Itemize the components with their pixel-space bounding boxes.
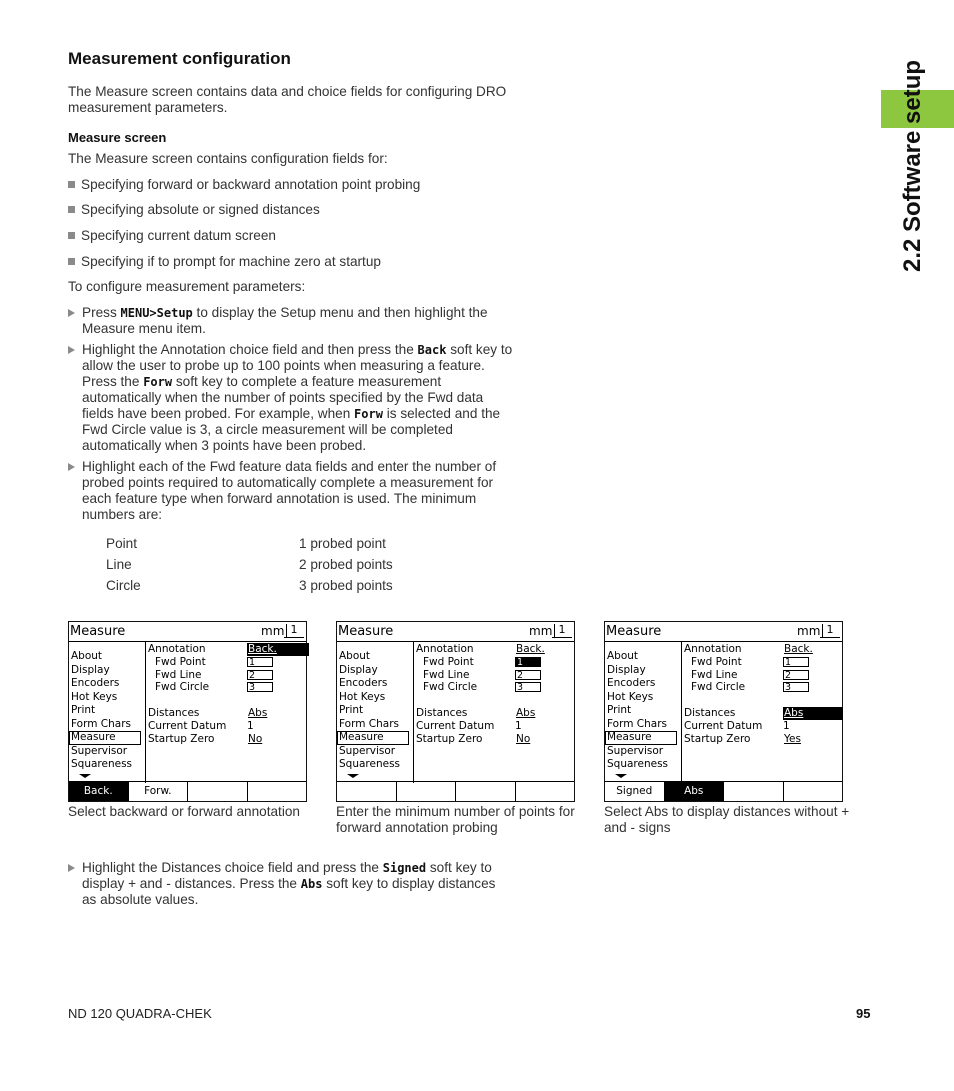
menu-item[interactable]: Supervisor	[71, 744, 128, 757]
menu-item[interactable]: About	[339, 650, 371, 662]
square-bullet-icon	[68, 181, 75, 188]
menu-item-measure[interactable]: Measure	[605, 731, 677, 745]
menu-item[interactable]: Encoders	[607, 677, 656, 689]
fwd-circle-field[interactable]: 3	[783, 682, 809, 692]
page-number: 95	[856, 1006, 871, 1021]
scroll-down-icon	[347, 774, 359, 778]
bullet-item: Specifying current datum screen	[68, 228, 276, 243]
datum-field[interactable]: 1	[515, 719, 522, 732]
setup-menu	[70, 650, 141, 772]
screen-title: Measure	[70, 624, 126, 639]
setup-menu	[606, 650, 677, 772]
softkey[interactable]	[456, 782, 516, 801]
menu-item[interactable]: Encoders	[339, 677, 388, 689]
table-row: Line 2 probed points	[106, 557, 393, 572]
annotation-field[interactable]: Back.	[516, 643, 545, 655]
menu-item[interactable]: Hot Keys	[607, 690, 654, 703]
scroll-down-icon	[615, 774, 627, 778]
step-arrow-icon	[68, 864, 75, 872]
softkey-bar	[69, 781, 306, 801]
menu-item[interactable]: Supervisor	[339, 744, 396, 757]
fwd-line-field[interactable]: 2	[783, 670, 809, 680]
bullet-item: Specifying absolute or signed distances	[68, 202, 320, 217]
softkey-bar	[605, 781, 842, 801]
fwd-line-field[interactable]: 2	[515, 670, 541, 680]
square-bullet-icon	[68, 206, 75, 213]
setup-menu	[338, 650, 409, 772]
bullet-item: Specifying forward or backward annotation point probing	[68, 177, 420, 192]
menu-item[interactable]: Supervisor	[607, 744, 664, 757]
axis-indicator: 1	[284, 623, 304, 638]
menu-item[interactable]: Form Chars	[607, 717, 667, 730]
startup-zero-field[interactable]: No	[516, 732, 531, 745]
softkey-back[interactable]: Back.	[69, 782, 129, 801]
softkey-forw[interactable]: Forw.	[129, 782, 189, 801]
field-labels: Annotation Fwd Point Fwd Line Fwd Circle Distances Current Datum Startup Zero	[684, 643, 763, 745]
unit-label: mm	[797, 624, 823, 638]
softkey[interactable]	[397, 782, 457, 801]
minimums-table	[106, 536, 393, 599]
measure-screen-3	[604, 621, 843, 802]
menu-item[interactable]: Display	[71, 663, 110, 676]
table-row: Point 1 probed point	[106, 536, 386, 551]
menu-item[interactable]: Display	[339, 663, 378, 676]
datum-field[interactable]: 1	[783, 719, 790, 732]
softkey[interactable]	[248, 782, 307, 801]
menu-item[interactable]: Squareness	[71, 758, 133, 770]
field-values	[247, 643, 309, 745]
menu-item[interactable]: Form Chars	[71, 717, 131, 730]
menu-item[interactable]: About	[71, 650, 103, 662]
step-3: Highlight each of the Fwd feature data fields and enter the number of probed points required to automatically complete a measurement for each feature type when forward annotation is used. The minimum numbers are:	[68, 459, 513, 523]
subheading: Measure screen	[68, 130, 167, 145]
page-heading: Measurement configuration	[68, 49, 291, 68]
annotation-field[interactable]: Back.	[247, 643, 309, 656]
configure-intro: To configure measurement parameters:	[68, 279, 306, 294]
menu-item[interactable]: Form Chars	[339, 717, 399, 730]
fields-intro: The Measure screen contains configuration fields for:	[68, 151, 388, 166]
softkey-bar	[337, 781, 574, 801]
caption-2: Enter the minimum number of points for forward annotation probing	[336, 804, 575, 835]
fwd-circle-field[interactable]: 3	[247, 682, 273, 692]
distances-field[interactable]: Abs	[516, 706, 536, 719]
softkey[interactable]	[784, 782, 843, 801]
footer-product: ND 120 QUADRA-CHEK	[68, 1006, 212, 1021]
menu-item[interactable]: Squareness	[339, 758, 401, 770]
softkey[interactable]	[516, 782, 575, 801]
menu-item-measure[interactable]: Measure	[337, 731, 409, 745]
scroll-down-icon	[79, 774, 91, 778]
caption-1: Select backward or forward annotation	[68, 804, 300, 819]
menu-item[interactable]: Squareness	[607, 758, 669, 770]
measure-screen-2	[336, 621, 575, 802]
field-labels: Annotation Fwd Point Fwd Line Fwd Circle Distances Current Datum Startup Zero	[148, 643, 227, 745]
step-4: Highlight the Distances choice field and press the Signed soft key to display + and - distances. Press the Abs soft key to display distances as absolute values.	[68, 860, 513, 908]
field-values	[515, 643, 546, 745]
fwd-point-field[interactable]: 1	[247, 657, 273, 667]
softkey-abs[interactable]: Abs	[665, 782, 725, 801]
fwd-line-field[interactable]: 2	[247, 670, 273, 680]
unit-label: mm	[261, 624, 287, 638]
distances-field[interactable]: Abs	[248, 706, 268, 719]
menu-item[interactable]: Hot Keys	[71, 690, 118, 703]
softkey[interactable]	[724, 782, 784, 801]
menu-item[interactable]: Hot Keys	[339, 690, 386, 703]
menu-item[interactable]: Display	[607, 663, 646, 676]
softkey-signed[interactable]: Signed	[605, 782, 665, 801]
step-2: Highlight the Annotation choice field and then press the Back soft key to allow the user to probe up to 100 points when measuring a feature. Press the Forw soft key to complete a feature measurement automatically when the number of points specified by the Fwd data fields have been probed. For example, when Forw is selected and the Fwd Circle value is 3, a circle measurement will be completed automatically when 3 points have been probed.	[68, 342, 513, 454]
menu-item[interactable]: Print	[339, 704, 364, 716]
field-values	[783, 643, 843, 745]
axis-indicator: 1	[820, 623, 840, 638]
step-arrow-icon	[68, 309, 75, 317]
section-title: 2.2 Software setup	[899, 59, 926, 273]
bullet-item: Specifying if to prompt for machine zero at startup	[68, 254, 381, 269]
square-bullet-icon	[68, 232, 75, 239]
measure-screen-1	[68, 621, 307, 802]
menu-item-measure[interactable]: Measure	[69, 731, 141, 745]
fwd-point-field[interactable]: 1	[783, 657, 809, 667]
intro-paragraph: The Measure screen contains data and choice fields for configuring DRO measurement parameters.	[68, 84, 507, 115]
softkey[interactable]	[188, 782, 248, 801]
field-labels: Annotation Fwd Point Fwd Line Fwd Circle Distances Current Datum Startup Zero	[416, 643, 495, 745]
datum-field[interactable]: 1	[247, 719, 254, 732]
startup-zero-field[interactable]: No	[248, 732, 263, 745]
startup-zero-field[interactable]: Yes	[784, 732, 801, 745]
softkey[interactable]	[337, 782, 397, 801]
axis-indicator: 1	[552, 623, 572, 638]
annotation-field[interactable]: Back.	[784, 643, 813, 655]
distances-field[interactable]: Abs	[783, 707, 843, 720]
step-1: Press MENU>Setup to display the Setup menu and then highlight the Measure menu item.	[68, 305, 513, 337]
step-arrow-icon	[68, 463, 75, 471]
step-arrow-icon	[68, 346, 75, 354]
menu-item[interactable]: Encoders	[71, 677, 120, 689]
square-bullet-icon	[68, 258, 75, 265]
menu-item[interactable]: Print	[607, 704, 632, 716]
table-row: Circle 3 probed points	[106, 578, 393, 593]
unit-label: mm	[529, 624, 555, 638]
menu-item[interactable]: About	[607, 650, 639, 662]
caption-3: Select Abs to display distances without + and - signs	[604, 804, 850, 835]
fwd-point-field[interactable]: 1	[515, 657, 541, 667]
screen-title: Measure	[338, 624, 394, 639]
menu-item[interactable]: Print	[71, 704, 96, 716]
screen-title: Measure	[606, 624, 662, 639]
fwd-circle-field[interactable]: 3	[515, 682, 541, 692]
